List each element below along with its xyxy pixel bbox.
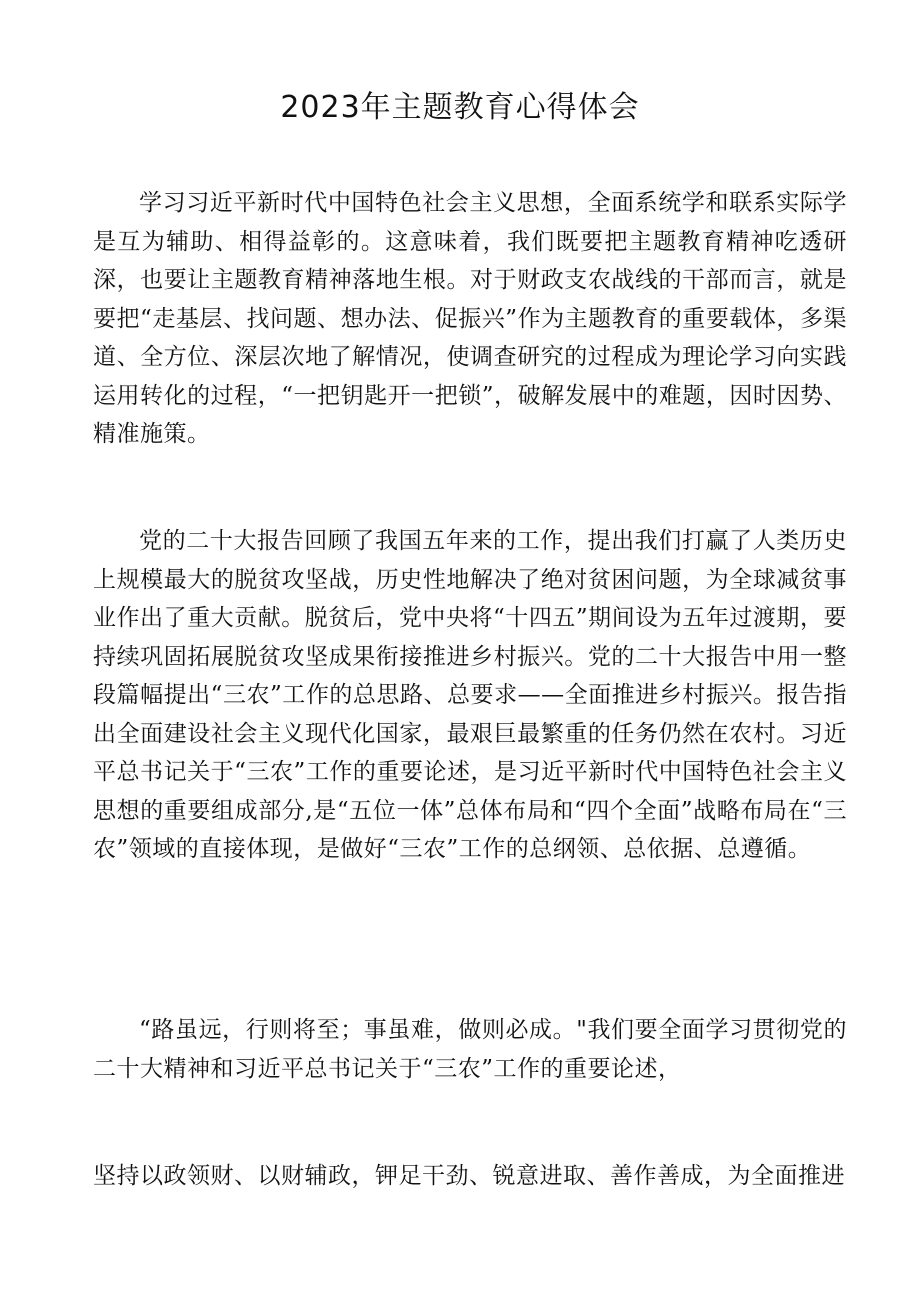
paragraph-3: “路虽远，行则将至；事虽难，做则必成。"我们要全面学习贯彻党的二十大精神和习近平总书记关于“三农”工作的重要论述， [93,1017,847,1082]
page-title: 2023年主题教育心得体会 [280,90,640,125]
paragraph-1: 学习习近平新时代中国特色社会主义思想，全面系统学和联系实际学是互为辅助、相得益彰的。这意味着，我们既要把主题教育精神吃透研深，也要让主题教育精神落地生根。对于财政支农战线的干部而言，就是要把“走基层、找问题、想办法、促振兴”作为主题教育的重要载体，多渠道、全方位、深层次地了解情况，使调查研究的过程成为理论学习向实践运用转化的过程，“一把钥匙开一把锁”，破解发展中的难题，因时因势、精准施策。 [93,190,847,447]
paragraph-2: 党的二十大报告回顾了我国五年来的工作，提出我们打赢了人类历史上规模最大的脱贫攻坚战，历史性地解决了绝对贫困问题，为全球减贫事业作出了重大贡献。脱贫后，党中央将“十四五”期间设为五年过渡期，要持续巩固拓展脱贫攻坚成果衔接推进乡村振兴。党的二十大报告中用一整段篇幅提出“三农”工作的总思路、总要求——全面推进乡村振兴。报告指出全面建设社会主义现代化国家，最艰巨最繁重的任务仍然在农村。习近平总书记关于“三农”工作的重要论述，是习近平新时代中国特色社会主义思想的重要组成部分,是“五位一体”总体布局和“四个全面”战略布局在“三农”领域的直接体现，是做好“三农”工作的总纲领、总依据、总遵循。 [93,528,847,862]
paragraph-4: 坚持以政领财、以财辅政，钾足干劲、锐意进取、善作善成，为全面推进 [93,1163,845,1189]
